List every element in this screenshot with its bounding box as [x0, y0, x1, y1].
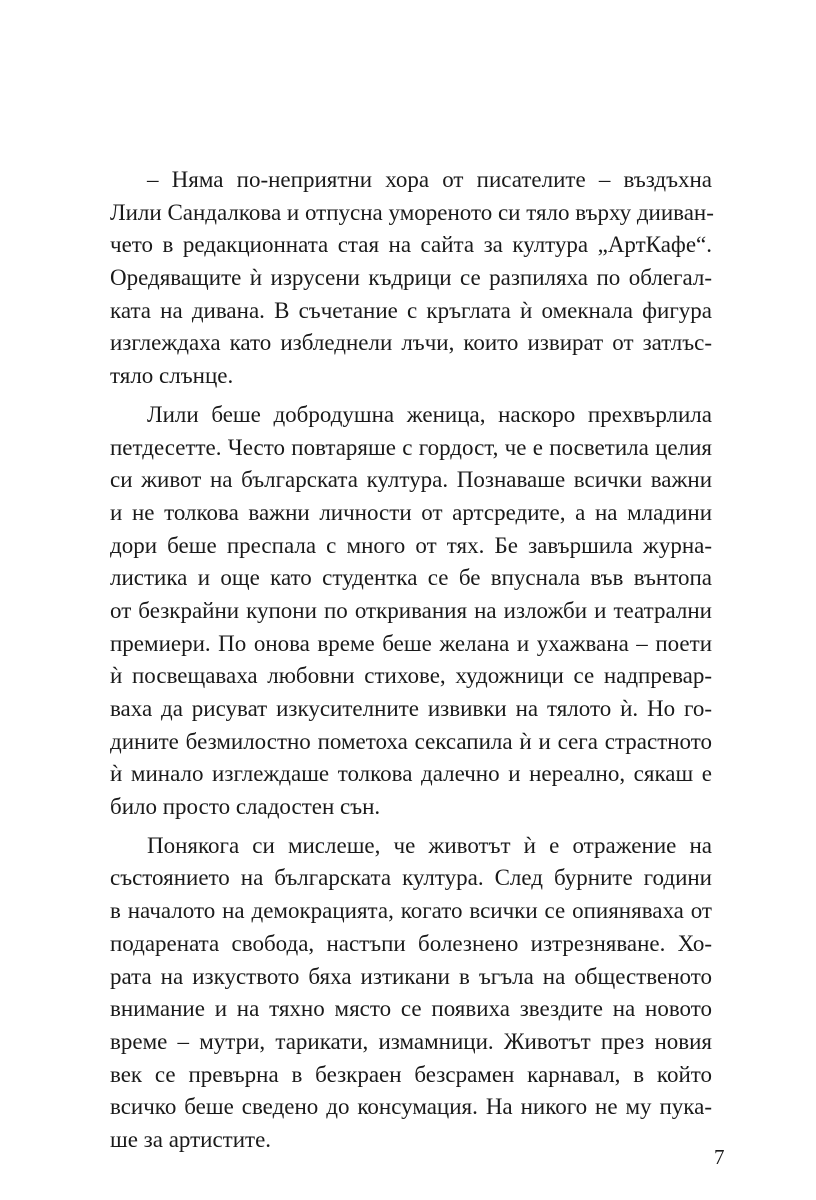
text-line: ваха да рисуват изкусителните извивки на тялото ѝ. Но го- [110, 696, 712, 721]
text-line: листика и още като студентка се бе впуснала във вънтопа [110, 565, 712, 591]
text-line: и не толкова важни личности от артсредите, а на младини [110, 499, 712, 525]
text-line: всичко беше сведено до консумация. На никого не му пука- [110, 1094, 712, 1120]
text-line: състоянието на българската култура. След бурните години [110, 865, 712, 891]
text-line: ѝ посвещаваха любовни стихове, художници се надпревар- [110, 663, 712, 689]
text-line: било просто сладостен сън. [110, 794, 381, 820]
text-line: внимание и на тяхно място се появиха звездите на новото [110, 996, 712, 1022]
text-line: тяло слънце. [110, 363, 234, 389]
text-line: ѝ минало изглеждаше толкова далечно и нереално, сякаш е [110, 761, 712, 787]
text-line: ката на дивана. В съчетание с кръглата ѝ омекнала фигура [110, 297, 712, 323]
text-line: изглеждаха като избледнели лъчи, които извират от затлъс- [110, 330, 712, 356]
text-line: Лили беше добродушна женица, наскоро прехвърлила [147, 401, 712, 427]
text-line: дори беше преспала с много от тях. Бе завършила журна- [110, 532, 712, 558]
text-line: – Няма по-неприятни хора от писателите – въздъхна [147, 167, 712, 192]
body-text [110, 164, 712, 1157]
text-line: от безкрайни купони по откривания на изложби и театрални [110, 597, 712, 623]
text-line: си живот на българската култура. Познаваше всички важни [110, 467, 712, 493]
text-line: време – мутри, тарикати, измамници. Животът през новия [110, 1028, 712, 1054]
text-line: в началото на демокрацията, когато всички се опияняваха от [110, 898, 712, 924]
text-line: премиери. По онова време беше желана и ухажвана – поети [110, 630, 712, 656]
text-line: Оредяващите ѝ изрусени къдрици се разпиляха по облегал- [110, 265, 712, 291]
text-line: дините безмилостно пометоха сексапила ѝ и сега страстното [110, 728, 712, 754]
page-number: 7 [714, 1145, 725, 1169]
text-line: чето в редакционната стая на сайта за култура „АртКафе“. [110, 232, 712, 258]
text-line: рата на изкуството бяха изтикани в ъгъла на общественото [110, 963, 712, 989]
text-line: подарената свобода, настъпи болезнено изтрезняване. Хо- [110, 930, 712, 956]
text-line: век се превърна в безкраен безсрамен карнавал, в който [110, 1061, 712, 1087]
text-line: Лили Сандалкова и отпусна умореното си тяло върху дииван- [110, 199, 714, 225]
text-line: Понякога си мислеше, че животът ѝ е отражение на [147, 832, 712, 858]
text-line: петдесетте. Често повтаряше с гордост, че е посветила целия [110, 434, 712, 460]
text-line: ше за артистите. [110, 1126, 272, 1152]
